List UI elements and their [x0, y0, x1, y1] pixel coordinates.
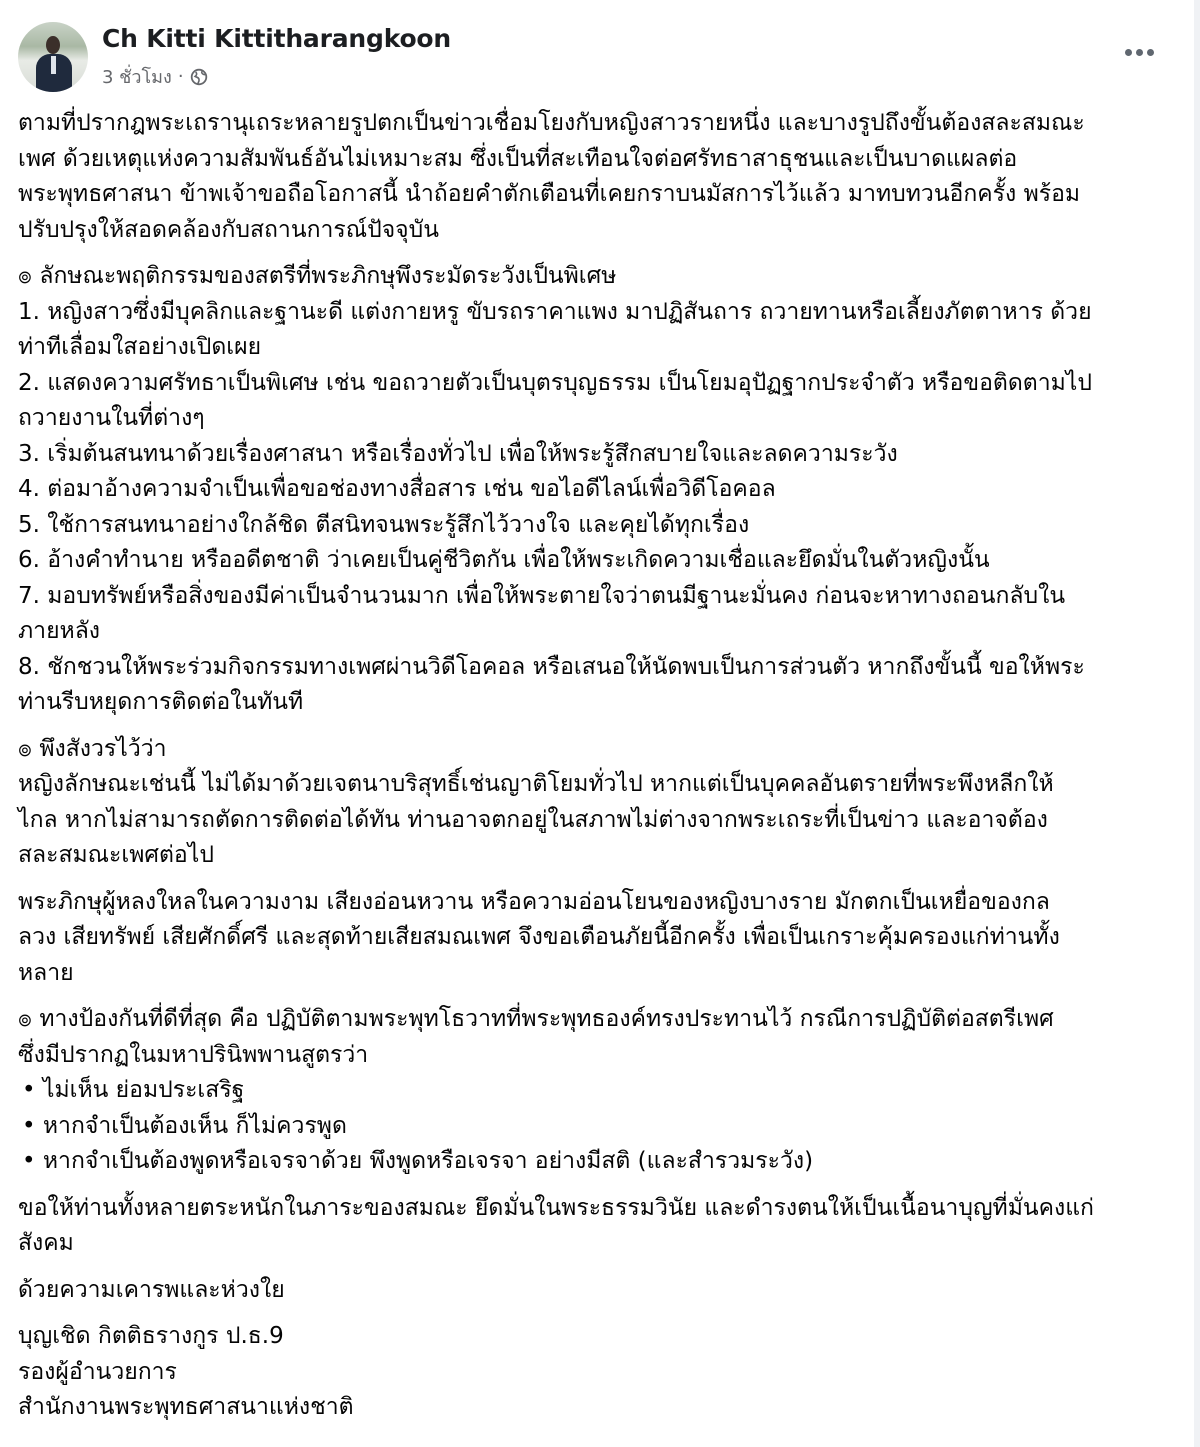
signature: [18, 1319, 1178, 1426]
avatar[interactable]: [18, 22, 88, 92]
bullet-item: • หากจำเป็นต้องพูดหรือเจรจาด้วย พึงพูดหรือเจรจา อย่างมีสติ (และสำรวมระวัง): [22, 1148, 814, 1174]
text-line: ลวง เสียทรัพย์ เสียศักดิ์ศรี และสุดท้ายเสียสมณเพศ จึงขอเตือนภัยนี้อีกครั้ง เพื่อเป็นเกราะคุ้มครองแก่ท่านทั้ง: [18, 924, 1060, 950]
page-edge: [1194, 0, 1200, 1447]
section-heading: ๏ พึงสังวรไว้ว่า: [18, 735, 167, 762]
list-item: 7. มอบทรัพย์หรือสิ่งของมีค่าเป็นจำนวนมาก เพื่อให้พระตายใจว่าตนมีฐานะมั่นคง ก่อนจะหาทางถอนกลับใน: [18, 582, 1066, 609]
signature-name: บุญเชิด กิตติธรางกูร ป.ธ.9: [18, 1323, 284, 1349]
section-heading: ๏ ทางป้องกันที่ดีที่สุด คือ ปฏิบัติตามพระพุทโธวาทที่พระพุทธองค์ทรงประทานไว้ กรณีการปฏิบัติต่อสตรีเพศ: [18, 1006, 1054, 1032]
post-header: [18, 22, 1194, 94]
list-item-continuation: ท่าทีเลื่อมใสอย่างเปิดเผย: [18, 334, 262, 360]
post-body: [18, 106, 1178, 1437]
meta-separator: ·: [177, 66, 184, 87]
list-item: 4. ต่อมาอ้างความจำเป็นเพื่อขอช่องทางสื่อสาร เช่น ขอไอดีไลน์เพื่อวิดีโอคอล: [18, 476, 776, 502]
list-item: 2. แสดงความศรัทธาเป็นพิเศษ เช่น ขอถวายตัวเป็นบุตรบุญธรรม เป็นโยมอุปัฏฐากประจำตัว หรือขอติดตามไป: [18, 369, 1092, 396]
text-line: เพศ ด้วยเหตุแห่งความสัมพันธ์อันไม่เหมาะสม ซึ่งเป็นที่สะเทือนใจต่อศรัทธาสาธุชนและเป็นบาดแผลต่อ: [18, 145, 1018, 172]
post-timestamp[interactable]: 3 ชั่วโมง: [102, 67, 172, 88]
regards: [18, 1273, 1178, 1309]
text-line: ปรับปรุงให้สอดคล้องกับสถานการณ์ปัจจุบัน: [18, 216, 439, 243]
section-prevention: [18, 1002, 1178, 1180]
globe-icon[interactable]: [190, 68, 208, 86]
section-heading: ซึ่งมีปรากฏในมหาปรินิพพานสูตรว่า: [18, 1041, 369, 1068]
text-line: ขอให้ท่านทั้งหลายตระหนักในภาระของสมณะ ยึดมั่นในพระธรรมวินัย และดำรงตนให้เป็นเนื้อนาบุญที่มั่นคงแก่: [18, 1194, 1094, 1221]
list-item-continuation: ภายหลัง: [18, 618, 101, 644]
list-item: 6. อ้างคำทำนาย หรืออดีตชาติ ว่าเคยเป็นคู่ชีวิตกัน เพื่อให้พระเกิดความเชื่อและยึดมั่นในตัวหญิงนั้น: [18, 547, 990, 573]
list-item: 8. ชักชวนให้พระร่วมกิจกรรมทางเพศผ่านวิดีโอคอล หรือเสนอให้นัดพบเป็นการส่วนตัว หากถึงขั้นนี้ ขอให้พระ: [18, 653, 1085, 680]
text-line: หลาย: [18, 959, 74, 986]
bullet-item: • ไม่เห็น ย่อมประเสริฐ: [22, 1077, 245, 1103]
section-heading: ๏ ลักษณะพฤติกรรมของสตรีที่พระภิกษุพึงระมัดระวังเป็นพิเศษ: [18, 263, 617, 289]
warning-paragraph: [18, 885, 1178, 992]
intro-paragraph: [18, 106, 1178, 248]
text-line: สังคม: [18, 1230, 74, 1256]
signature-title: รองผู้อำนวยการ: [18, 1358, 177, 1385]
text-line: ตามที่ปรากฎพระเถรานุเถระหลายรูปตกเป็นข่าวเชื่อมโยงกับหญิงสาวรายหนึ่ง และบางรูปถึงขั้นต้องสละสมณะ: [18, 110, 1085, 136]
closing-paragraph: [18, 1191, 1178, 1262]
section-awareness: [18, 732, 1178, 874]
more-horizontal-icon: [1136, 49, 1143, 56]
list-item: 5. ใช้การสนทนาอย่างใกล้ชิด ตีสนิทจนพระรู้สึกไว้วางใจ และคุยได้ทุกเรื่อง: [18, 511, 750, 538]
regards-text: ด้วยความเคารพและห่วงใย: [18, 1276, 285, 1303]
list-item: 3. เริ่มต้นสนทนาด้วยเรื่องศาสนา หรือเรื่องทั่วไป เพื่อให้พระรู้สึกสบายใจและลดความระวัง: [18, 440, 898, 467]
list-item: 1. หญิงสาวซึ่งมีบุคลิกและฐานะดี แต่งกายหรู ขับรถราคาแพง มาปฏิสันถาร ถวายทานหรือเลี้ยงภัตตาหาร ด้วย: [18, 298, 1092, 325]
text-line: ไกล หากไม่สามารถตัดการติดต่อได้ทัน ท่านอาจตกอยู่ในสภาพไม่ต่างจากพระเถระที่เป็นข่าว และอาจต้อง: [18, 806, 1048, 833]
avatar-shirt: [51, 56, 56, 74]
signature-office: สำนักงานพระพุทธศาสนาแห่งชาติ: [18, 1394, 354, 1420]
more-horizontal-icon: [1125, 49, 1132, 56]
text-line: สละสมณะเพศต่อไป: [18, 842, 214, 868]
section-behaviors: [18, 259, 1178, 721]
list-item-continuation: ถวายงานในที่ต่างๆ: [18, 405, 205, 431]
more-options-button[interactable]: [1118, 40, 1160, 64]
avatar-head: [46, 36, 60, 54]
post-meta: [102, 62, 208, 91]
list-item-continuation: ท่านรีบหยุดการติดต่อในทันที: [18, 689, 304, 715]
text-line: หญิงลักษณะเช่นนี้ ไม่ได้มาด้วยเจตนาบริสุทธิ์เช่นญาติโยมทั่วไป หากแต่เป็นบุคคลอันตรายที่พระพึงหลีกให้: [18, 771, 1054, 797]
more-horizontal-icon: [1147, 49, 1154, 56]
text-line: พระภิกษุผู้หลงใหลในความงาม เสียงอ่อนหวาน หรือความอ่อนโยนของหญิงบางราย มักตกเป็นเหยื่อของกล: [18, 888, 1050, 915]
bullet-item: • หากจำเป็นต้องเห็น ก็ไม่ควรพูด: [22, 1112, 347, 1139]
text-line: พระพุทธศาสนา ข้าพเจ้าขอถือโอกาสนี้ นำถ้อยคำตักเตือนที่เคยกราบนมัสการไว้แล้ว มาทบทวนอีกครั้ง พร้อม: [18, 181, 1081, 207]
author-name[interactable]: Ch Kitti Kittitharangkoon: [102, 24, 451, 53]
